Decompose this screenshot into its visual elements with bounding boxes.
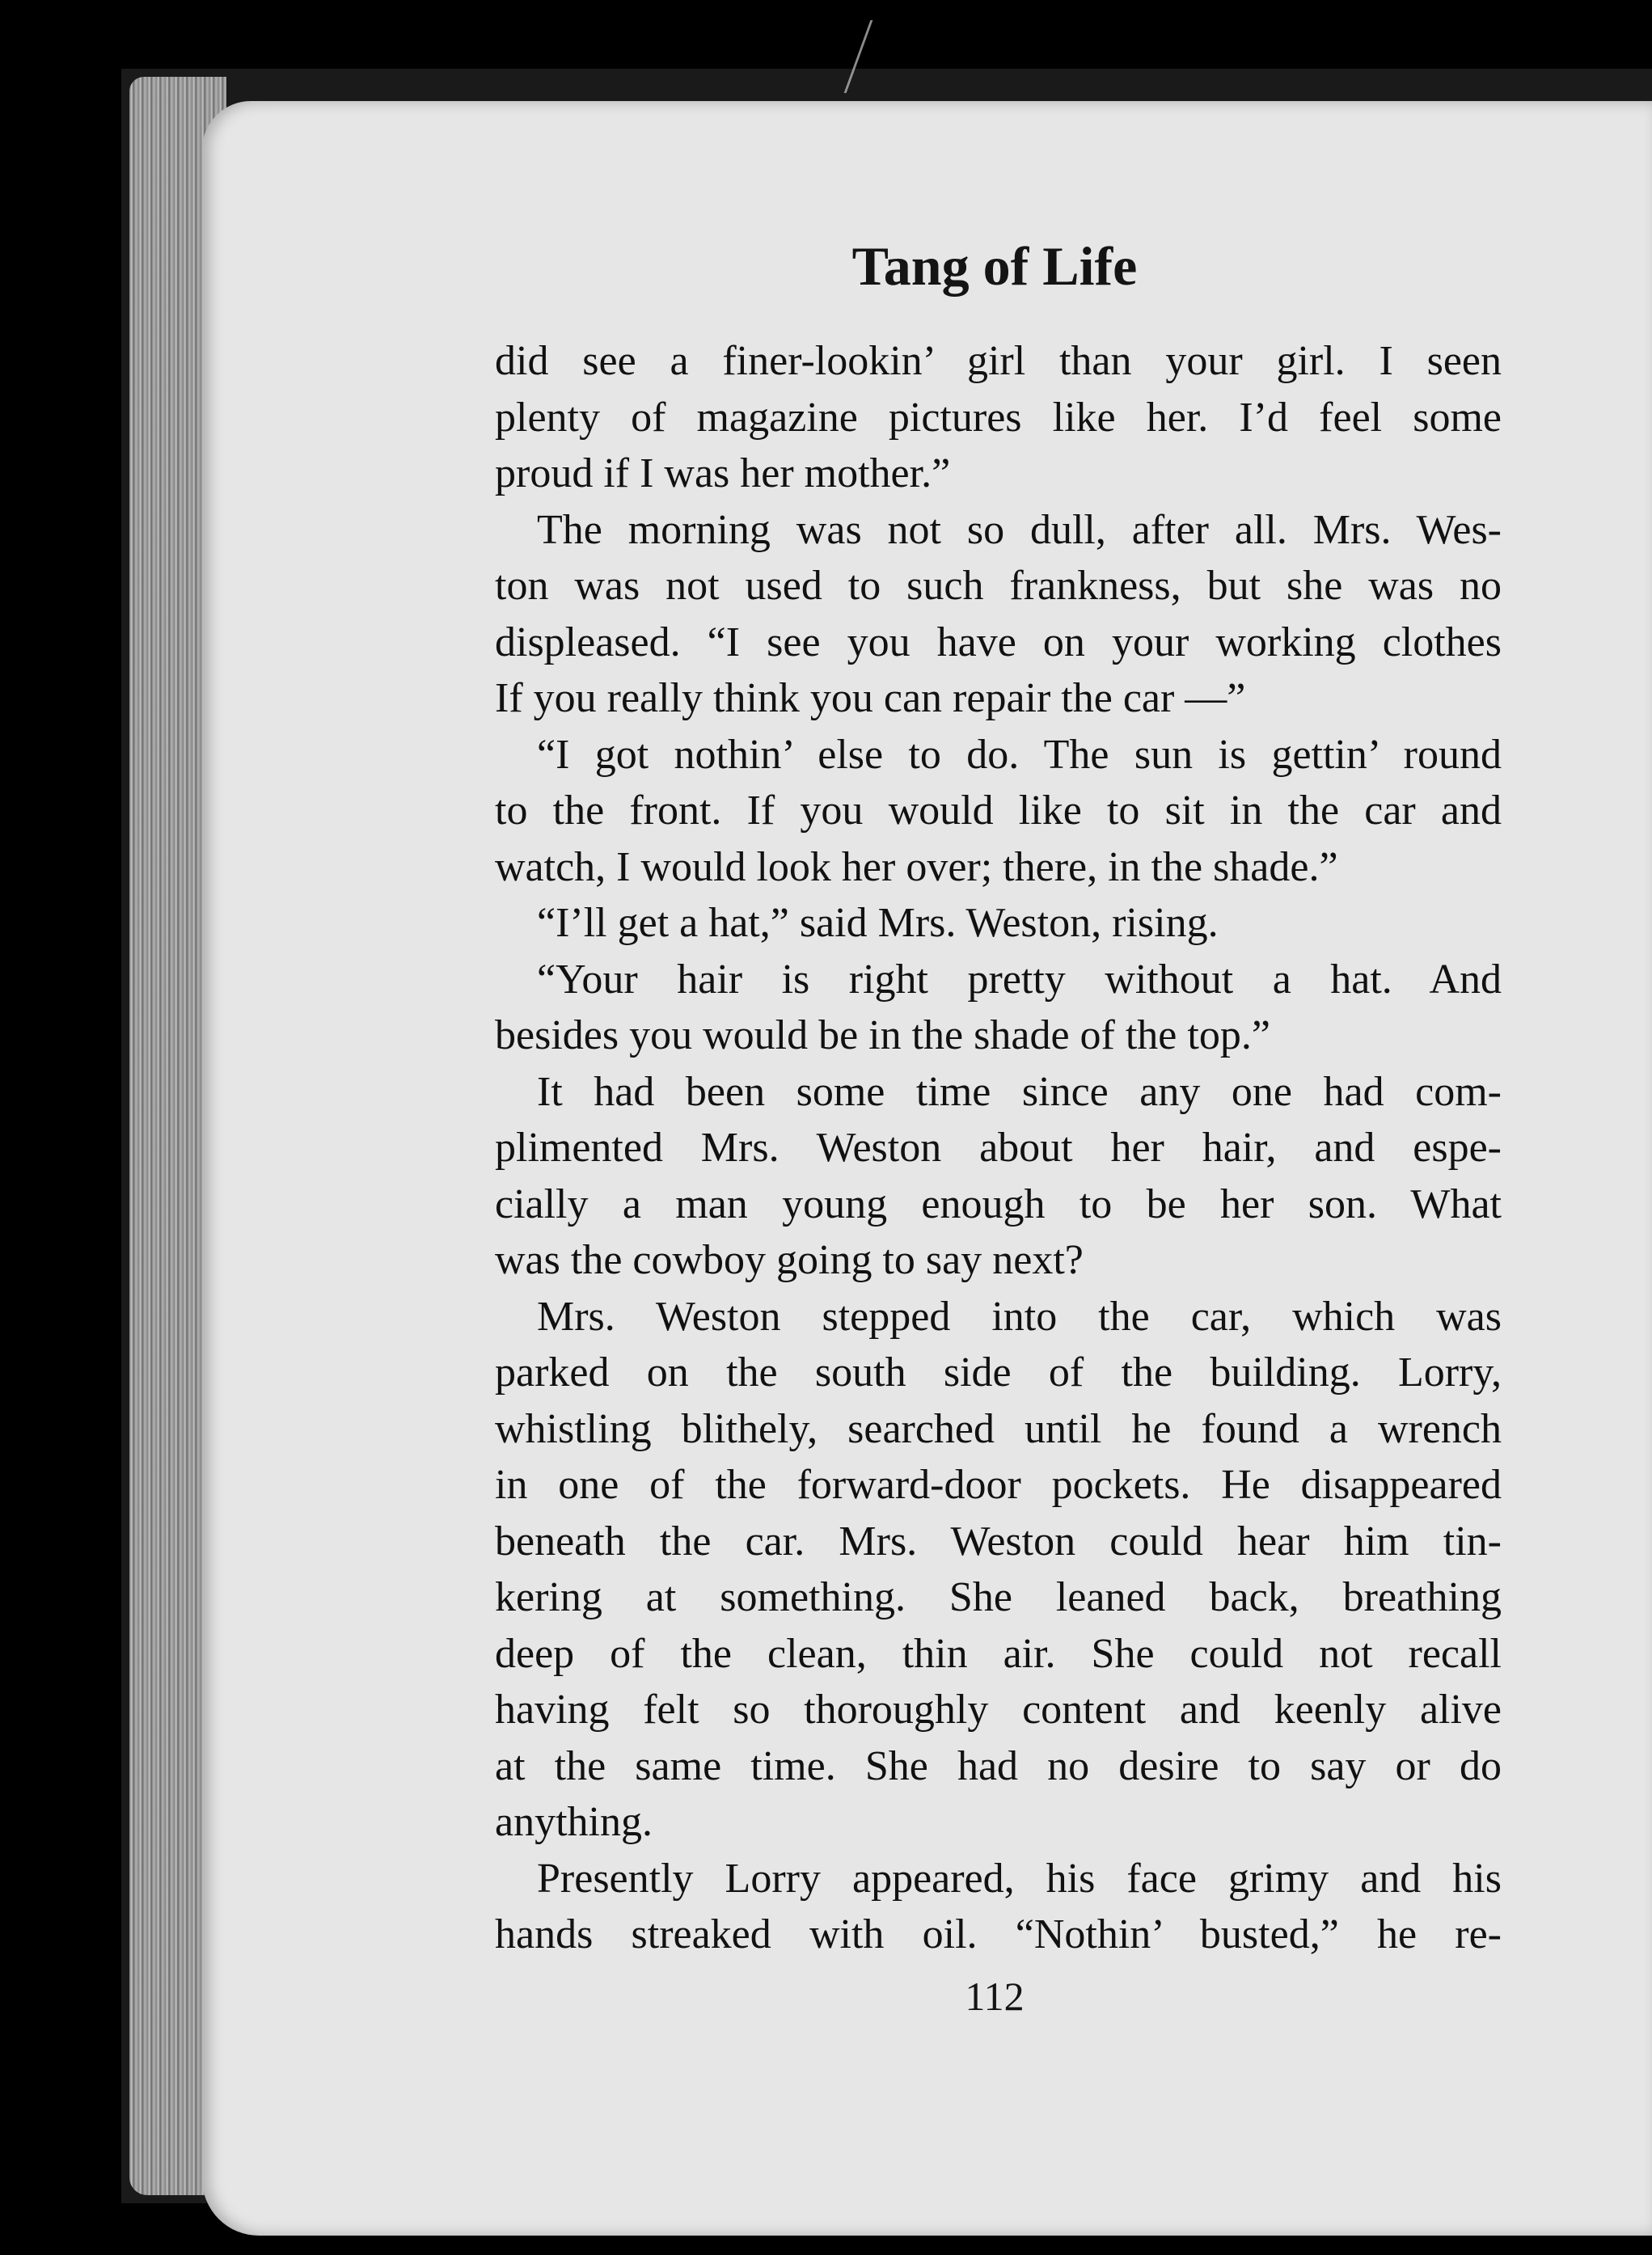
text-line: in one of the forward-door pockets. He disappeared bbox=[495, 1462, 1502, 1508]
text-line: having felt so thoroughly content and keenly alive bbox=[495, 1687, 1502, 1733]
text-line: It had been some time since any one had com- bbox=[537, 1068, 1502, 1115]
text-line: The morning was not so dull, after all. Mrs. Wes- bbox=[537, 506, 1502, 553]
text-line: watch, I would look her over; there, in the shade.” bbox=[495, 843, 1338, 890]
text-line: anything. bbox=[495, 1799, 653, 1845]
text-line: Mrs. Weston stepped into the car, which was bbox=[537, 1293, 1502, 1340]
text-line: beneath the car. Mrs. Weston could hear him tin- bbox=[495, 1518, 1502, 1565]
text-line: “I got nothin’ else to do. The sun is gettin’ round bbox=[537, 731, 1502, 778]
text-line: besides you would be in the shade of the top.” bbox=[495, 1012, 1270, 1058]
text-line: hands streaked with oil. “Nothin’ busted,” he re- bbox=[495, 1911, 1502, 1957]
text-line: displeased. “I see you have on your working clothes bbox=[495, 619, 1502, 665]
text-line: plimented Mrs. Weston about her hair, and espe- bbox=[495, 1125, 1502, 1171]
text-line: “Your hair is right pretty without a hat. And bbox=[537, 956, 1502, 1003]
text-line: at the same time. She had no desire to say or do bbox=[495, 1742, 1502, 1789]
page-number: 112 bbox=[965, 1974, 1025, 2019]
text-line: If you really think you can repair the car —” bbox=[495, 675, 1246, 721]
body-text bbox=[495, 333, 1502, 1963]
text-line: did see a finer-lookin’ girl than your girl. I seen bbox=[495, 338, 1502, 384]
running-head: Tang of Life bbox=[851, 235, 1138, 297]
text-line: Presently Lorry appeared, his face grimy and his bbox=[537, 1855, 1502, 1902]
text-line: cially a man young enough to be her son. What bbox=[495, 1180, 1502, 1227]
text-line: parked on the south side of the building. Lorry, bbox=[495, 1349, 1502, 1396]
text-line: was the cowboy going to say next? bbox=[495, 1237, 1084, 1283]
text-line: to the front. If you would like to sit in the car and bbox=[495, 788, 1502, 834]
text-line: “I’ll get a hat,” said Mrs. Weston, rising. bbox=[537, 900, 1219, 946]
text-line: ton was not used to such frankness, but she was no bbox=[495, 563, 1502, 609]
text-line: whistling blithely, searched until he found a wrench bbox=[495, 1405, 1502, 1452]
text-line: kering at something. She leaned back, breathing bbox=[495, 1574, 1502, 1620]
text-line: proud if I was her mother.” bbox=[495, 450, 951, 496]
text-line: plenty of magazine pictures like her. I’d feel some bbox=[495, 394, 1502, 441]
text-line: deep of the clean, thin air. She could not recall bbox=[495, 1630, 1502, 1677]
